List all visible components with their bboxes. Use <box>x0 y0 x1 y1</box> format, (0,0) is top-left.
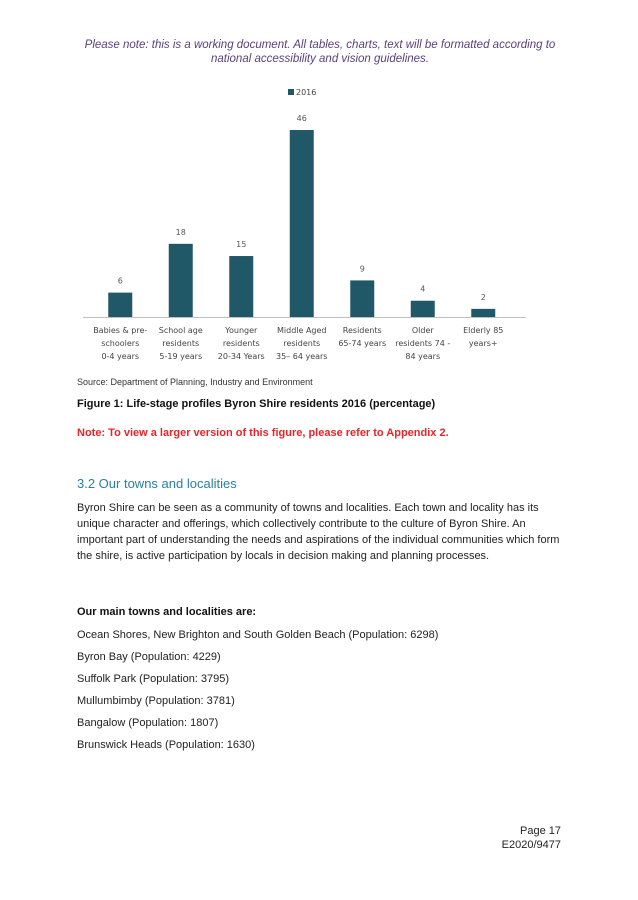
figure-caption: Figure 1: Life-stage profiles Byron Shire residents 2016 (percentage) <box>77 398 436 410</box>
category-label: School age residents 5-19 years <box>158 326 203 361</box>
page-number: Page 17 <box>520 825 561 837</box>
section-paragraph: Byron Shire can be seen as a community of towns and localities. Each town and locality has its unique character and offerings, which collectively contribute to the culture of Byron Shire. An important part of understanding the needs and aspirations of the individual communities which form the shire, is active participation by locals in decision making and planning processes. <box>77 502 560 562</box>
bar <box>229 256 253 317</box>
towns-list <box>77 628 438 760</box>
data-label: 2 <box>480 292 486 302</box>
bar <box>471 309 495 317</box>
data-label: 18 <box>175 227 186 237</box>
list-item: Suffolk Park (Population: 3795) <box>77 673 230 685</box>
data-label: 15 <box>236 240 247 250</box>
document-reference: E2020/9477 <box>501 839 561 851</box>
data-label: 46 <box>296 114 307 123</box>
data-label: 6 <box>117 276 123 286</box>
list-item: Byron Bay (Population: 4229) <box>77 651 221 663</box>
bar <box>411 301 435 317</box>
bar <box>108 293 132 317</box>
bar <box>169 244 193 317</box>
page-footer <box>502 824 561 852</box>
appendix-note: Note: To view a larger version of this figure, please refer to Appendix 2. <box>77 427 449 439</box>
category-label: Middle Aged residents 35– 64 years <box>276 326 328 361</box>
figure-source: Source: Department of Planning, Industry and Environment <box>77 377 313 387</box>
data-label: 4 <box>420 284 426 294</box>
bar <box>350 280 374 317</box>
data-label: 9 <box>359 264 365 274</box>
category-label: Elderly 85 years+ <box>463 326 504 348</box>
list-item: Bangalow (Population: 1807) <box>77 717 219 729</box>
towns-list-heading: Our main towns and localities are: <box>77 606 257 618</box>
category-label: Residents 65-74 years <box>338 326 387 348</box>
bar <box>290 130 314 317</box>
section-heading: 3.2 Our towns and localities <box>77 476 237 491</box>
category-label: Babies & pre-schoolers 0-4 years <box>93 326 148 361</box>
category-label: Older residents 74 -84 years <box>395 326 451 361</box>
list-item: Ocean Shores, New Brighton and South Golden Beach (Population: 6298) <box>77 629 439 641</box>
legend-label: 2016 <box>296 88 317 97</box>
category-label: Younger residents 20-34 Years <box>217 326 265 361</box>
list-item: Mullumbimby (Population: 3781) <box>77 695 235 707</box>
working-document-note: Please note: this is a working document. All tables, charts, text will be formatted according to national accessibility and vision guidelines. <box>84 39 556 65</box>
legend-swatch <box>288 89 294 95</box>
life-stage-bar-chart <box>0 0 638 370</box>
list-item: Brunswick Heads (Population: 1630) <box>77 739 255 751</box>
